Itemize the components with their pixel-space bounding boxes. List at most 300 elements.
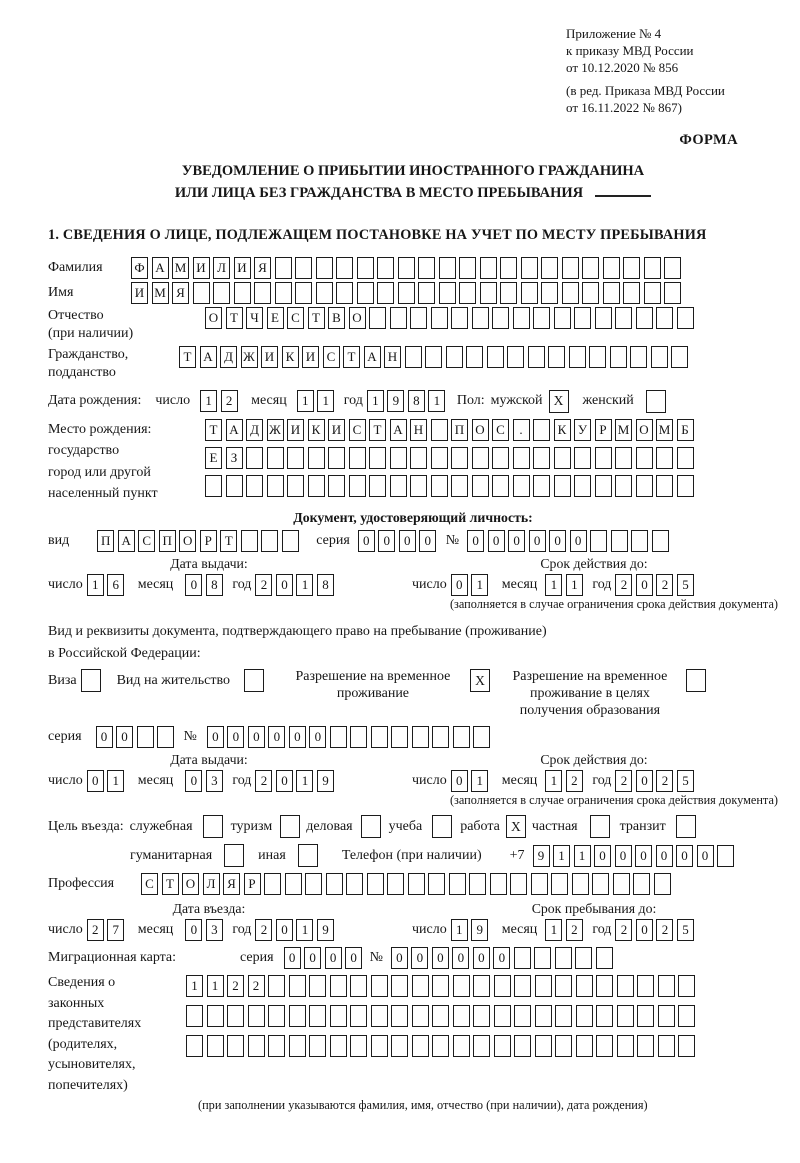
char-cell [453, 1035, 470, 1057]
day-label: число [412, 922, 447, 938]
char-cell [431, 419, 448, 441]
char-cell: 0 [419, 530, 436, 552]
char-cell: 0 [399, 530, 416, 552]
char-cell [514, 947, 531, 969]
char-cell: С [349, 419, 366, 441]
char-cell: 5 [677, 919, 694, 941]
patronymic-row [48, 307, 778, 343]
char-cell [432, 1005, 449, 1027]
char-cell: 8 [206, 574, 223, 596]
char-cell: 0 [185, 574, 202, 596]
char-cell [513, 447, 530, 469]
char-cell: 0 [676, 845, 693, 867]
char-cell: 2 [248, 975, 265, 997]
char-cell [535, 975, 552, 997]
char-cell [289, 1005, 306, 1027]
appendix-line: к приказу МВД России [566, 42, 694, 58]
char-cell: М [615, 419, 632, 441]
char-cell [492, 447, 509, 469]
doc-kind-cells [97, 530, 302, 552]
char-cell [453, 1005, 470, 1027]
purpose-transit-label: транзит [619, 818, 666, 834]
char-cell [418, 257, 435, 279]
residence-doc-intro: Вид и реквизиты документа, подтверждающего право на пребывание (проживание) в Российской Федерации: [48, 623, 547, 661]
char-cell [308, 475, 325, 497]
char-cell [596, 975, 613, 997]
expiry-date-heading: Срок действия до: [540, 555, 648, 571]
char-cell: Т [226, 307, 243, 329]
char-cell: Т [205, 419, 222, 441]
char-cell: 0 [248, 726, 265, 748]
male-label: мужской [490, 393, 543, 409]
char-cell: 9 [533, 845, 550, 867]
char-cell [207, 1005, 224, 1027]
char-cell: 0 [358, 530, 375, 552]
char-cell: Д [246, 419, 263, 441]
char-cell [514, 1035, 531, 1057]
entry-year-cells [255, 919, 337, 941]
char-cell [377, 257, 394, 279]
char-cell [644, 282, 661, 304]
char-cell: 0 [452, 947, 469, 969]
char-cell [137, 726, 154, 748]
visa-checkbox [81, 669, 101, 692]
entry-dates [48, 901, 778, 941]
char-cell [494, 1005, 511, 1027]
char-cell [576, 1005, 593, 1027]
number-label: № [369, 950, 383, 966]
char-cell: Е [267, 307, 284, 329]
char-cell [572, 873, 589, 895]
identity-doc-dates [48, 556, 778, 596]
char-cell: С [492, 419, 509, 441]
name-cells [131, 282, 685, 304]
char-cell [678, 975, 695, 997]
char-cell: Н [410, 419, 427, 441]
char-cell: 0 [207, 726, 224, 748]
char-cell: 3 [206, 919, 223, 941]
char-cell [371, 1005, 388, 1027]
residence-doc-series-row [48, 726, 778, 748]
char-cell: 1 [471, 574, 488, 596]
series-label: серия [240, 950, 274, 966]
char-cell [453, 726, 470, 748]
char-cell [533, 419, 550, 441]
char-cell [157, 726, 174, 748]
representatives-block [48, 973, 778, 1096]
char-cell [521, 257, 538, 279]
char-cell [555, 1005, 572, 1027]
profession-cells [141, 873, 674, 895]
char-cell: К [282, 346, 299, 368]
char-cell: Ч [246, 307, 263, 329]
series-label: серия [316, 532, 350, 548]
char-cell [308, 447, 325, 469]
char-cell [295, 257, 312, 279]
issue-year-cells [255, 770, 337, 792]
char-cell: 1 [428, 390, 445, 412]
char-cell [637, 1005, 654, 1027]
char-cell [439, 282, 456, 304]
char-cell [451, 475, 468, 497]
patronymic-label: Отчество (при наличии) [48, 307, 134, 341]
char-cell: 0 [488, 530, 505, 552]
char-cell: И [302, 346, 319, 368]
expiry-day-cells [451, 574, 492, 596]
char-cell [287, 447, 304, 469]
char-cell: 0 [284, 947, 301, 969]
char-cell [615, 475, 632, 497]
char-cell [398, 257, 415, 279]
char-cell: 0 [96, 726, 113, 748]
char-cell [636, 447, 653, 469]
citizenship-cells [179, 346, 692, 368]
char-cell: 2 [255, 770, 272, 792]
char-cell [631, 530, 648, 552]
char-cell: 0 [451, 574, 468, 596]
char-cell: 1 [317, 390, 334, 412]
char-cell: 0 [227, 726, 244, 748]
char-cell [391, 1035, 408, 1057]
char-cell: 0 [636, 770, 653, 792]
profession-label: Профессия [48, 876, 115, 892]
char-cell: П [159, 530, 176, 552]
migration-number-cells [391, 947, 617, 969]
char-cell [412, 726, 429, 748]
char-cell [541, 282, 558, 304]
char-cell [369, 307, 386, 329]
migration-card-row [48, 947, 778, 969]
char-cell: 0 [276, 770, 293, 792]
number-label: № [183, 729, 197, 745]
char-cell [412, 1035, 429, 1057]
char-cell: И [287, 419, 304, 441]
char-cell [367, 873, 384, 895]
char-cell [391, 1005, 408, 1027]
appendix-line: от 16.11.2022 № 867) [566, 99, 683, 115]
char-cell: 0 [594, 845, 611, 867]
char-cell: 2 [566, 919, 583, 941]
visit-purpose-row1 [48, 815, 778, 838]
char-cell: 9 [317, 919, 334, 941]
char-cell [678, 1005, 695, 1027]
name-row [48, 282, 778, 304]
purpose-study-checkbox [432, 815, 452, 838]
char-cell [596, 947, 613, 969]
migration-card-label: Миграционная карта: [48, 950, 177, 966]
char-cell [412, 975, 429, 997]
phone-label: Телефон (при наличии) [341, 847, 482, 863]
stay-month-cells [545, 919, 586, 941]
year-label: год [592, 773, 612, 789]
char-cell [275, 257, 292, 279]
char-cell [213, 282, 230, 304]
char-cell: 2 [656, 919, 673, 941]
citizenship-row [48, 346, 778, 382]
issue-date-heading: Дата выдачи: [170, 555, 248, 571]
char-cell [267, 447, 284, 469]
char-cell: Т [179, 346, 196, 368]
birthplace-row2-cells [205, 447, 697, 469]
char-cell [248, 1035, 265, 1057]
char-cell: 0 [508, 530, 525, 552]
char-cell: 1 [553, 845, 570, 867]
char-cell: 1 [200, 390, 217, 412]
char-cell [469, 873, 486, 895]
char-cell [349, 475, 366, 497]
issue-date-heading: Дата выдачи: [170, 752, 248, 768]
birthplace-grid [205, 419, 697, 503]
char-cell [677, 307, 694, 329]
char-cell: 7 [107, 919, 124, 941]
char-cell [289, 975, 306, 997]
char-cell: С [323, 346, 340, 368]
char-cell [289, 1035, 306, 1057]
temp-residence-checkbox: X [470, 669, 490, 692]
char-cell [186, 1035, 203, 1057]
char-cell: 5 [677, 770, 694, 792]
char-cell [521, 282, 538, 304]
char-cell [678, 1035, 695, 1057]
forma-label: ФОРМА [679, 132, 738, 149]
char-cell: 0 [391, 947, 408, 969]
char-cell: У [574, 419, 591, 441]
residence-permit-checkbox [244, 669, 264, 692]
temp-residence-education-checkbox [686, 669, 706, 692]
char-cell [656, 447, 673, 469]
char-cell [295, 282, 312, 304]
char-cell [432, 975, 449, 997]
char-cell [453, 975, 470, 997]
char-cell [576, 1035, 593, 1057]
birthplace-label: Место рождения: государство город или другой населенный пункт [48, 421, 158, 502]
doc-number-cells [467, 530, 672, 552]
char-cell [357, 257, 374, 279]
char-cell [264, 873, 281, 895]
representatives-label: Сведения о законных представителях (родителях, усыновителях, попечителях) [48, 975, 142, 1093]
char-cell: 1 [545, 770, 562, 792]
char-cell [615, 307, 632, 329]
doc-series-cells [358, 530, 440, 552]
char-cell: П [451, 419, 468, 441]
char-cell [267, 475, 284, 497]
phone-prefix: +7 [509, 847, 525, 863]
char-cell [623, 282, 640, 304]
month-label: месяц [137, 922, 174, 938]
purpose-work-label: работа [460, 818, 500, 834]
char-cell: 2 [566, 770, 583, 792]
char-cell: 1 [297, 390, 314, 412]
char-cell: 8 [408, 390, 425, 412]
char-cell: 0 [451, 770, 468, 792]
char-cell: И [234, 257, 251, 279]
char-cell: А [200, 346, 217, 368]
residence-series-cells [96, 726, 178, 748]
visit-purpose-label: Цель въезда: [48, 818, 124, 834]
char-cell [357, 282, 374, 304]
char-cell [432, 726, 449, 748]
char-cell: А [118, 530, 135, 552]
char-cell: 0 [87, 770, 104, 792]
char-cell [574, 447, 591, 469]
char-cell: Я [223, 873, 240, 895]
char-cell: 2 [255, 919, 272, 941]
char-cell [492, 307, 509, 329]
char-cell: О [179, 530, 196, 552]
char-cell [633, 873, 650, 895]
char-cell: 9 [387, 390, 404, 412]
char-cell: 2 [221, 390, 238, 412]
char-cell [656, 475, 673, 497]
char-cell: Р [595, 419, 612, 441]
char-cell: О [205, 307, 222, 329]
expiry-year-cells [615, 574, 697, 596]
residence-doc-options [48, 668, 778, 719]
expiry-year-cells [615, 770, 697, 792]
char-cell [326, 873, 343, 895]
char-cell [412, 1005, 429, 1027]
char-cell [246, 475, 263, 497]
char-cell: И [261, 346, 278, 368]
char-cell: 2 [656, 574, 673, 596]
char-cell: 2 [615, 770, 632, 792]
char-cell: 1 [296, 574, 313, 596]
char-cell: 0 [570, 530, 587, 552]
char-cell: О [182, 873, 199, 895]
char-cell [390, 475, 407, 497]
char-cell [500, 282, 517, 304]
char-cell [630, 346, 647, 368]
char-cell: Р [200, 530, 217, 552]
char-cell [336, 257, 353, 279]
char-cell: И [328, 419, 345, 441]
char-cell: 1 [186, 975, 203, 997]
char-cell: 1 [471, 770, 488, 792]
char-cell [589, 346, 606, 368]
char-cell [459, 282, 476, 304]
purpose-transit-checkbox [676, 815, 696, 838]
char-cell [603, 282, 620, 304]
female-label: женский [582, 393, 634, 409]
char-cell [615, 447, 632, 469]
month-label: месяц [137, 773, 174, 789]
char-cell [555, 975, 572, 997]
char-cell [637, 975, 654, 997]
char-cell: И [193, 257, 210, 279]
appendix-line: Приложение № 4 [566, 26, 662, 41]
char-cell: 0 [276, 919, 293, 941]
char-cell: 1 [545, 574, 562, 596]
char-cell [316, 257, 333, 279]
char-cell [350, 975, 367, 997]
char-cell [449, 873, 466, 895]
birth-day-cells [200, 390, 241, 412]
char-cell [636, 475, 653, 497]
char-cell [533, 447, 550, 469]
char-cell [261, 530, 278, 552]
char-cell: А [152, 257, 169, 279]
char-cell: 1 [574, 845, 591, 867]
char-cell: 0 [529, 530, 546, 552]
purpose-official-label: служебная [129, 818, 193, 834]
char-cell: Т [369, 419, 386, 441]
char-cell [466, 346, 483, 368]
char-cell [193, 282, 210, 304]
char-cell: Д [220, 346, 237, 368]
temp-residence-label: Разрешение на временное проживание [295, 669, 451, 702]
char-cell: Н [384, 346, 401, 368]
form-title-line2: ИЛИ ЛИЦА БЕЗ ГРАЖДАНСТВА В МЕСТО ПРЕБЫВАНИЯ [174, 185, 584, 202]
purpose-tourism-checkbox [280, 815, 300, 838]
doc-kind-label: вид [48, 532, 70, 548]
char-cell [451, 307, 468, 329]
month-label: месяц [137, 576, 174, 592]
issue-month-cells [185, 574, 226, 596]
char-cell: Л [203, 873, 220, 895]
char-cell [617, 1005, 634, 1027]
char-cell [371, 975, 388, 997]
char-cell: 0 [635, 845, 652, 867]
char-cell [658, 975, 675, 997]
char-cell: 1 [296, 770, 313, 792]
char-cell [472, 307, 489, 329]
char-cell [623, 257, 640, 279]
char-cell [671, 346, 688, 368]
char-cell: И [131, 282, 148, 304]
char-cell: 0 [185, 919, 202, 941]
char-cell: 0 [185, 770, 202, 792]
char-cell [186, 1005, 203, 1027]
char-cell [282, 530, 299, 552]
char-cell [494, 975, 511, 997]
sex-label: Пол: [456, 393, 485, 409]
number-label: № [445, 532, 460, 548]
char-cell: А [226, 419, 243, 441]
char-cell: 0 [467, 530, 484, 552]
series-label: серия [48, 729, 82, 745]
char-cell: Я [254, 257, 271, 279]
char-cell [554, 447, 571, 469]
residence-doc-dates [48, 752, 778, 792]
residence-permit-label: Вид на жительство [116, 673, 230, 689]
char-cell: В [328, 307, 345, 329]
char-cell [410, 447, 427, 469]
char-cell: . [513, 419, 530, 441]
appendix-header [566, 26, 778, 116]
char-cell: 2 [615, 919, 632, 941]
char-cell: 2 [255, 574, 272, 596]
char-cell [590, 530, 607, 552]
surname-cells [131, 257, 685, 279]
char-cell: О [472, 419, 489, 441]
purpose-private-label: частная [531, 818, 578, 834]
year-label: год [232, 576, 252, 592]
char-cell [595, 475, 612, 497]
purpose-business-label: деловая [306, 818, 353, 834]
char-cell [336, 282, 353, 304]
char-cell [391, 975, 408, 997]
day-label: число [48, 922, 83, 938]
char-cell [596, 1035, 613, 1057]
char-cell [309, 1005, 326, 1027]
year-label: год [232, 922, 252, 938]
char-cell [541, 257, 558, 279]
char-cell [287, 475, 304, 497]
char-cell [562, 282, 579, 304]
char-cell: Т [308, 307, 325, 329]
char-cell [227, 1005, 244, 1027]
issue-month-cells [185, 770, 226, 792]
